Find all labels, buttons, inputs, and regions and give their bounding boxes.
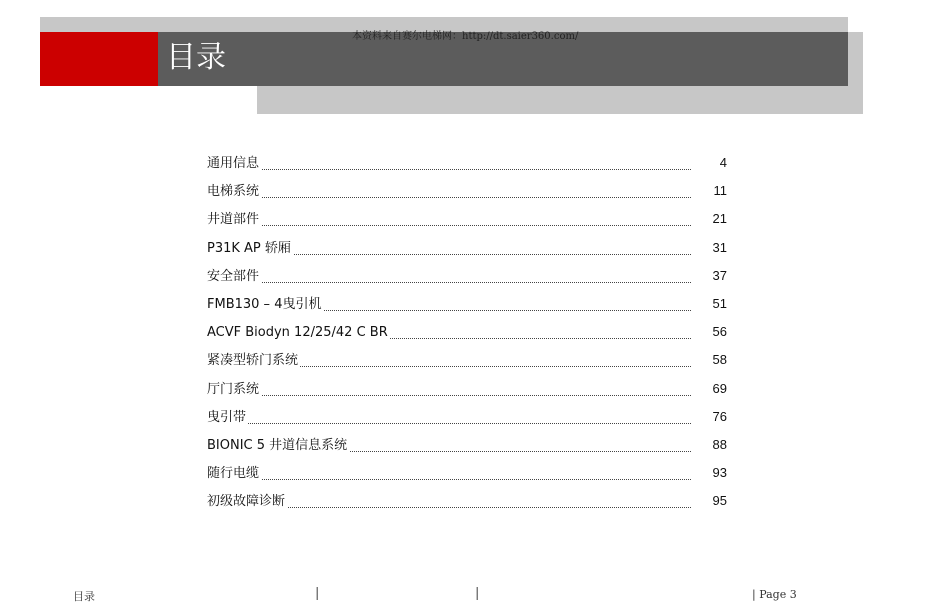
toc-entry-label: 安全部件 [207,268,260,284]
toc-entry-label: FMB130 – 4曳引机 [207,296,322,312]
toc-entry-label: 电梯系统 [207,184,260,200]
toc-entry-page: 58 [712,352,727,368]
header-shadow-bottom [257,86,863,114]
toc-leader-dots [207,197,691,198]
table-of-contents [207,152,729,518]
toc-entry-label: 随行电缆 [207,466,260,482]
toc-entry-page: 37 [712,267,727,283]
toc-entry-label: 初级故障诊断 [207,494,286,510]
toc-leader-dots [207,479,691,480]
footer-page-number: | Page 3 [752,588,797,601]
toc-entry-shaft-components[interactable] [207,208,729,236]
toc-leader-dots [207,423,691,424]
toc-entry-page: 69 [712,380,727,396]
header-red-block [40,32,158,86]
toc-leader-dots [207,395,691,396]
toc-entry-traveling-cable[interactable] [207,462,729,490]
toc-entry-page: 31 [712,239,727,255]
toc-entry-elevator-system[interactable] [207,180,729,208]
toc-entry-label: P31K AP 轿厢 [207,240,291,256]
toc-entry-label: 曳引带 [207,409,247,425]
source-watermark: 本资料来自赛尔电梯网：http://dt.saier360.com/ [352,31,579,42]
toc-entry-page: 95 [712,493,727,509]
toc-entry-page: 21 [712,211,727,227]
footer-separator: | [475,586,480,601]
toc-entry-page: 76 [712,408,727,424]
toc-entry-page: 93 [712,465,727,481]
footer-section-title: 目录 [73,590,95,603]
toc-entry-page: 51 [712,295,727,311]
footer-separator: | [315,586,320,601]
header-shadow-right [848,32,863,114]
toc-entry-acvf-biodyn[interactable] [207,321,729,349]
toc-entry-label: 紧凑型轿门系统 [207,353,299,369]
toc-entry-safety-components[interactable] [207,265,729,293]
toc-leader-dots [207,225,691,226]
toc-entry-page: 88 [712,436,727,452]
toc-entry-bionic-5[interactable] [207,434,729,462]
toc-entry-basic-troubleshooting[interactable] [207,490,729,518]
toc-entry-general-info[interactable] [207,152,729,180]
toc-entry-label: 井道部件 [207,212,260,228]
page-footer [0,586,950,606]
toc-entry-label: 通用信息 [207,156,260,171]
toc-entry-label: ACVF Biodyn 12/25/42 C BR [207,325,388,341]
toc-entry-landing-door-system[interactable] [207,378,729,406]
toc-entry-label: BIONIC 5 井道信息系统 [207,437,348,453]
toc-entry-car-door-system[interactable] [207,349,729,377]
toc-entry-page: 56 [712,324,727,340]
toc-entry-label: 厅门系统 [207,381,260,397]
toc-entry-car[interactable] [207,237,729,265]
page-title: 目录 [166,40,226,75]
toc-entry-page: 4 [719,155,727,170]
toc-entry-traction-machine[interactable] [207,293,729,321]
toc-leader-dots [207,169,691,170]
toc-leader-dots [207,282,691,283]
toc-entry-traction-belt[interactable] [207,406,729,434]
toc-entry-page: 11 [713,183,727,199]
